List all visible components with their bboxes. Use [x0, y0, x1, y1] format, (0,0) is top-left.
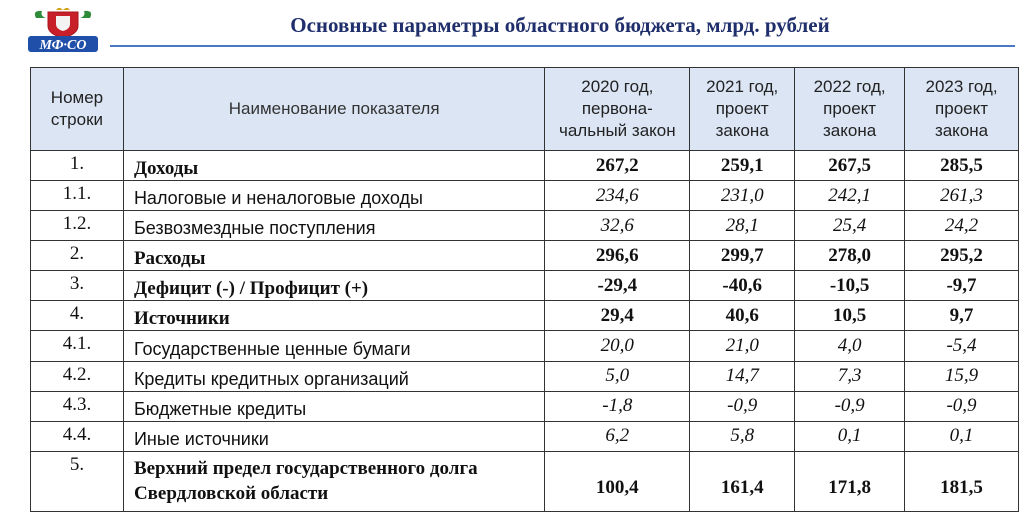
value-2023: -9,7 — [905, 271, 1019, 301]
row-number: 4. — [31, 301, 124, 331]
value-2020: 5,0 — [545, 361, 690, 391]
row-number: 1. — [31, 151, 124, 181]
value-2020: 100,4 — [545, 451, 690, 511]
column-header-indicator-name: Наименование показателя — [123, 68, 544, 151]
value-2023: 285,5 — [905, 151, 1019, 181]
table-header-row — [31, 68, 1019, 151]
column-header-2021: 2021 год, проект закона — [690, 68, 795, 151]
value-2022: 7,3 — [795, 361, 905, 391]
budget-table — [30, 67, 1019, 512]
row-number: 4.2. — [31, 361, 124, 391]
row-number: 4.4. — [31, 421, 124, 451]
value-2022: 242,1 — [795, 181, 905, 211]
row-label-text: Безвозмездные поступления — [133, 218, 376, 239]
row-label — [123, 331, 544, 361]
value-2022: 171,8 — [795, 451, 905, 511]
table-row — [31, 181, 1019, 211]
ministry-logo — [26, 8, 100, 54]
row-number: 1.2. — [31, 211, 124, 241]
value-2021: 161,4 — [690, 451, 795, 511]
row-label-text: Расходы — [133, 248, 206, 270]
row-number: 2. — [31, 241, 124, 271]
value-2022: 0,1 — [795, 421, 905, 451]
coat-of-arms-icon — [26, 8, 100, 54]
table-row — [31, 211, 1019, 241]
table-row — [31, 241, 1019, 271]
column-header-2020: 2020 год, первона-чальный закон — [545, 68, 690, 151]
value-2022: -10,5 — [795, 271, 905, 301]
value-2021: 299,7 — [690, 241, 795, 271]
budget-table-container — [30, 67, 1019, 512]
row-label — [123, 391, 544, 421]
value-2021: 14,7 — [690, 361, 795, 391]
table-row — [31, 151, 1019, 181]
value-2020: -1,8 — [545, 391, 690, 421]
page-title: Основные параметры областного бюджета, млрд. рублей — [290, 13, 830, 37]
table-row — [31, 301, 1019, 331]
row-label-text: Иные источники — [133, 428, 269, 449]
row-label — [123, 241, 544, 271]
value-2022: -0,9 — [795, 391, 905, 421]
row-label — [123, 271, 544, 301]
row-label-text: Кредиты кредитных организаций — [133, 368, 409, 389]
value-2021: 5,8 — [690, 421, 795, 451]
table-row — [31, 271, 1019, 301]
table-row — [31, 421, 1019, 451]
value-2021: -40,6 — [690, 271, 795, 301]
value-2021: 21,0 — [690, 331, 795, 361]
value-2021: -0,9 — [690, 391, 795, 421]
row-number: 4.1. — [31, 331, 124, 361]
value-2021: 40,6 — [690, 301, 795, 331]
row-label — [123, 421, 544, 451]
row-label-text: Бюджетные кредиты — [133, 398, 307, 419]
row-number: 4.3. — [31, 391, 124, 421]
value-2020: 6,2 — [545, 421, 690, 451]
value-2020: 267,2 — [545, 151, 690, 181]
value-2020: 20,0 — [545, 331, 690, 361]
row-label — [123, 181, 544, 211]
value-2021: 28,1 — [690, 211, 795, 241]
value-2023: 181,5 — [905, 451, 1019, 511]
value-2021: 231,0 — [690, 181, 795, 211]
row-label — [123, 451, 544, 511]
column-header-2023: 2023 год, проект закона — [905, 68, 1019, 151]
row-label — [123, 361, 544, 391]
value-2023: 9,7 — [905, 301, 1019, 331]
value-2023: 295,2 — [905, 241, 1019, 271]
row-label-text: Доходы — [133, 158, 199, 180]
column-header-row-number: Номер строки — [31, 68, 124, 151]
row-number: 1.1. — [31, 181, 124, 211]
row-label-text: Источники — [133, 308, 230, 330]
table-row — [31, 391, 1019, 421]
value-2023: 24,2 — [905, 211, 1019, 241]
value-2020: -29,4 — [545, 271, 690, 301]
column-header-2022: 2022 год, проект закона — [795, 68, 905, 151]
row-label — [123, 301, 544, 331]
row-label-text: Государственные ценные бумаги — [133, 338, 411, 359]
value-2022: 10,5 — [795, 301, 905, 331]
value-2020: 234,6 — [545, 181, 690, 211]
title-divider — [110, 45, 1015, 47]
row-label-text: Верхний предел государственного долга Свердловской области — [133, 458, 478, 505]
row-label — [123, 151, 544, 181]
value-2023: 261,3 — [905, 181, 1019, 211]
value-2022: 267,5 — [795, 151, 905, 181]
value-2023: -5,4 — [905, 331, 1019, 361]
header — [0, 0, 1021, 60]
value-2023: 15,9 — [905, 361, 1019, 391]
value-2020: 296,6 — [545, 241, 690, 271]
row-label-text: Налоговые и неналоговые доходы — [133, 188, 423, 209]
row-label — [123, 211, 544, 241]
value-2020: 32,6 — [545, 211, 690, 241]
value-2021: 259,1 — [690, 151, 795, 181]
table-row — [31, 451, 1019, 511]
row-number: 3. — [31, 271, 124, 301]
value-2022: 4,0 — [795, 331, 905, 361]
table-row — [31, 331, 1019, 361]
value-2022: 25,4 — [795, 211, 905, 241]
row-label-text: Дефицит (-) / Профицит (+) — [133, 278, 369, 300]
value-2022: 278,0 — [795, 241, 905, 271]
value-2020: 29,4 — [545, 301, 690, 331]
value-2023: 0,1 — [905, 421, 1019, 451]
value-2023: -0,9 — [905, 391, 1019, 421]
table-row — [31, 361, 1019, 391]
logo-text: МФ·СО — [39, 38, 87, 53]
row-number: 5. — [31, 451, 124, 511]
